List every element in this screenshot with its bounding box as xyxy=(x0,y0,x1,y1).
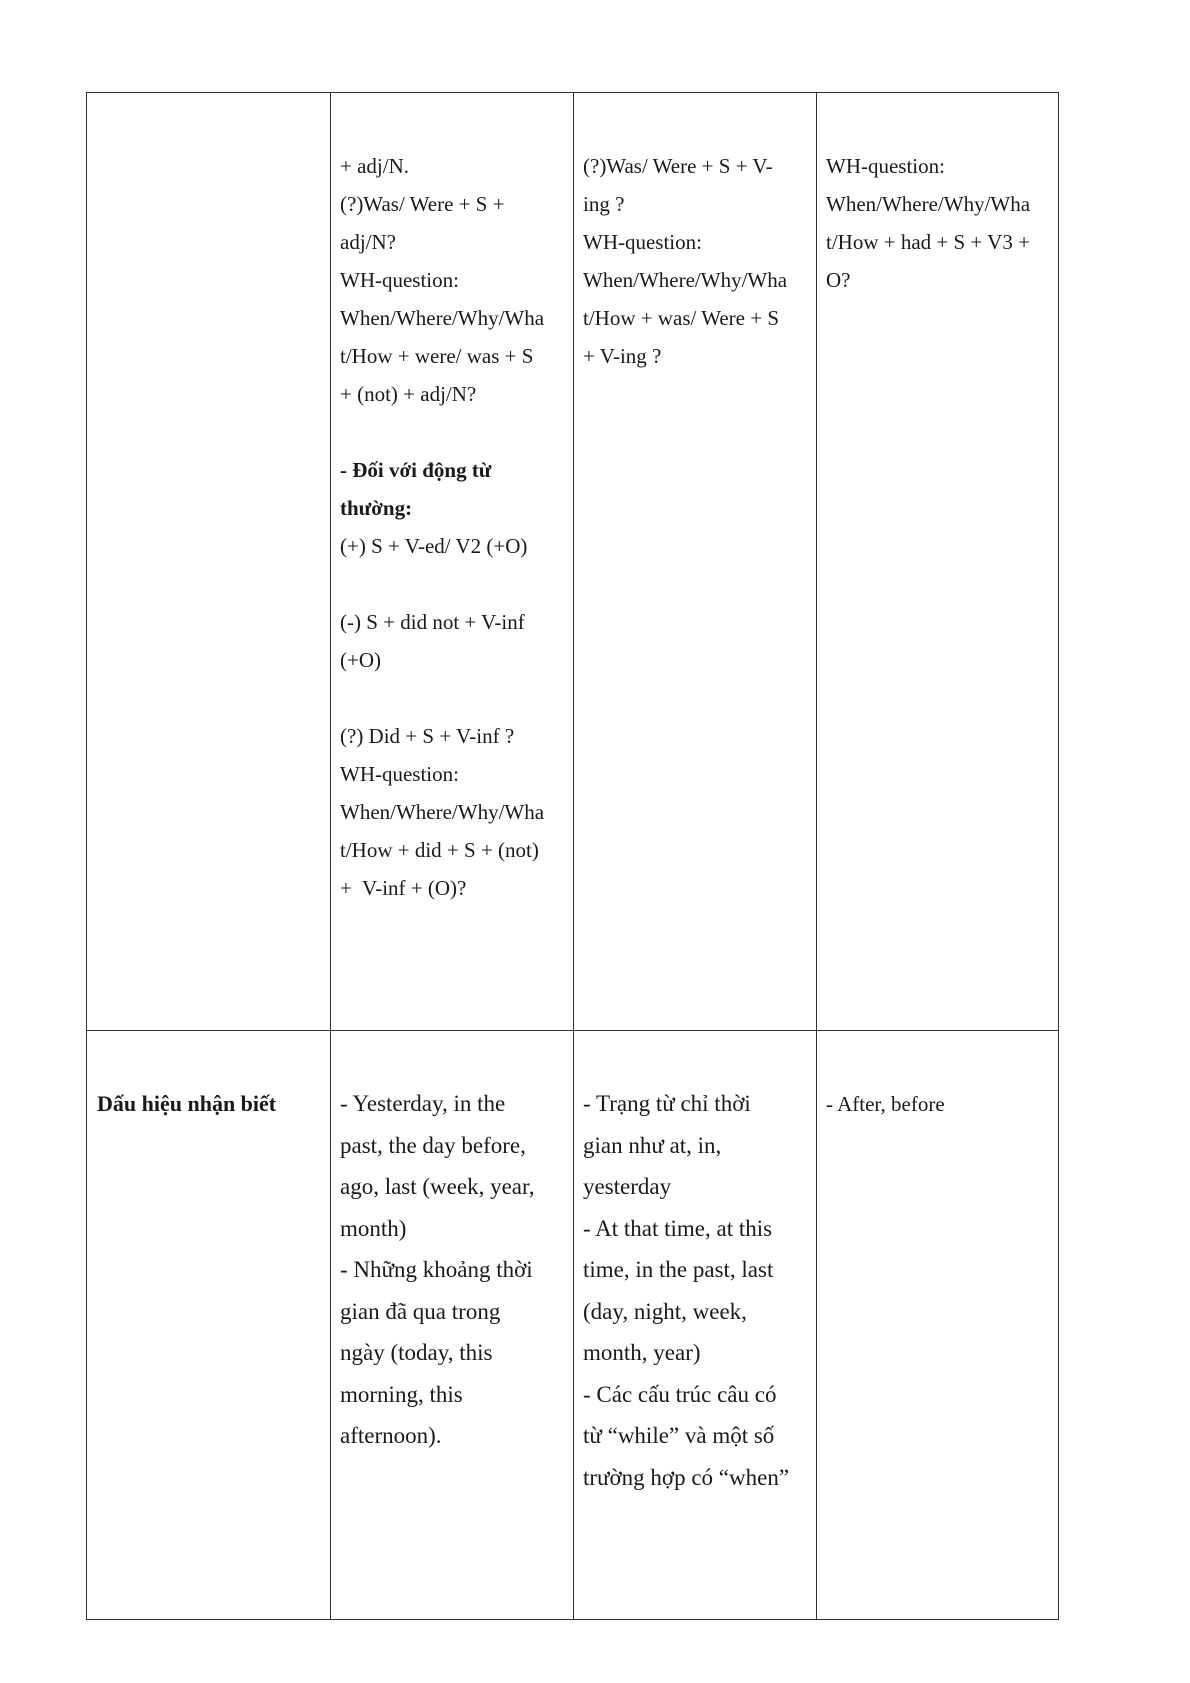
spacer xyxy=(340,413,570,451)
text-line: - Những khoảng thời xyxy=(340,1257,533,1282)
text-line: month) xyxy=(340,1215,407,1241)
past-simple-structure-cell xyxy=(340,147,570,907)
past-perfect-structure-cell xyxy=(826,147,1056,299)
column-divider xyxy=(816,93,817,1619)
text-line: + (not) + adj/N? xyxy=(340,382,477,406)
text-line: WH-question: xyxy=(340,268,459,292)
column-divider xyxy=(573,93,574,1619)
text-line: (?) Did + S + V-inf ? xyxy=(340,724,515,748)
text-line: WH-question: xyxy=(583,230,702,254)
text-line: morning, this xyxy=(340,1381,463,1407)
text-line: (-) S + did not + V-inf xyxy=(340,610,525,634)
subheading: thường: xyxy=(340,496,413,520)
text-line: When/Where/Why/Wha xyxy=(340,306,545,330)
text-line: adj/N? xyxy=(340,230,396,254)
text-line: (day, night, week, xyxy=(583,1298,747,1324)
text-line: O? xyxy=(826,268,851,292)
text-line: When/Where/Why/Wha xyxy=(340,800,545,824)
text-line: t/How + did + S + (not) xyxy=(340,838,539,862)
text-line: - At that time, at this xyxy=(583,1215,773,1241)
row-label: Dấu hiệu nhận biết xyxy=(97,1091,277,1116)
text-line: (+) S + V-ed/ V2 (+O) xyxy=(340,534,528,558)
column-divider xyxy=(330,93,331,1619)
row-label-cell xyxy=(97,1083,327,1125)
text-line: month, year) xyxy=(583,1340,701,1365)
text-line: WH-question: xyxy=(340,762,459,786)
text-line: - Các cấu trúc câu có xyxy=(583,1381,777,1407)
text-line: WH-question: xyxy=(826,154,945,178)
text-line: + V-ing ? xyxy=(583,344,662,368)
text-line: yesterday xyxy=(583,1174,672,1199)
text-line: t/How + was/ Were + S xyxy=(583,306,780,330)
text-line: + adj/N. xyxy=(340,154,409,178)
past-continuous-signs-cell xyxy=(583,1083,813,1498)
text-line: từ “while” và một số xyxy=(583,1423,775,1448)
grammar-table xyxy=(86,92,1059,1620)
past-simple-signs-cell xyxy=(340,1083,570,1457)
text-line: (?)Was/ Were + S + V- xyxy=(583,154,773,178)
text-line: t/How + had + S + V3 + xyxy=(826,230,1030,254)
row-divider xyxy=(87,1030,1058,1031)
past-perfect-signs-cell xyxy=(826,1085,1056,1123)
text-line: + V-inf + (O)? xyxy=(340,876,467,900)
text-line: When/Where/Why/Wha xyxy=(826,192,1031,216)
text-line: - Trạng từ chỉ thời xyxy=(583,1091,751,1116)
text-line: past, the day before, xyxy=(340,1132,526,1158)
text-line: trường hợp có “when” xyxy=(583,1464,790,1490)
text-line: - Yesterday, in the xyxy=(340,1091,506,1116)
text-line: t/How + were/ was + S xyxy=(340,344,534,368)
text-line: gian như at, in, xyxy=(583,1132,722,1158)
past-continuous-structure-cell xyxy=(583,147,813,375)
spacer xyxy=(340,565,570,603)
text-line: time, in the past, last xyxy=(583,1257,774,1282)
text-line: ago, last (week, year, xyxy=(340,1174,535,1199)
text-line: ngày (today, this xyxy=(340,1340,493,1365)
subheading: - Đối với động từ xyxy=(340,458,492,482)
text-line: (+O) xyxy=(340,648,381,672)
text-line: - After, before xyxy=(826,1092,945,1116)
spacer xyxy=(340,679,570,717)
text-line: gian đã qua trong xyxy=(340,1298,501,1324)
text-line: When/Where/Why/Wha xyxy=(583,268,788,292)
text-line: afternoon). xyxy=(340,1423,442,1448)
text-line: ing ? xyxy=(583,192,625,216)
text-line: (?)Was/ Were + S + xyxy=(340,192,505,216)
